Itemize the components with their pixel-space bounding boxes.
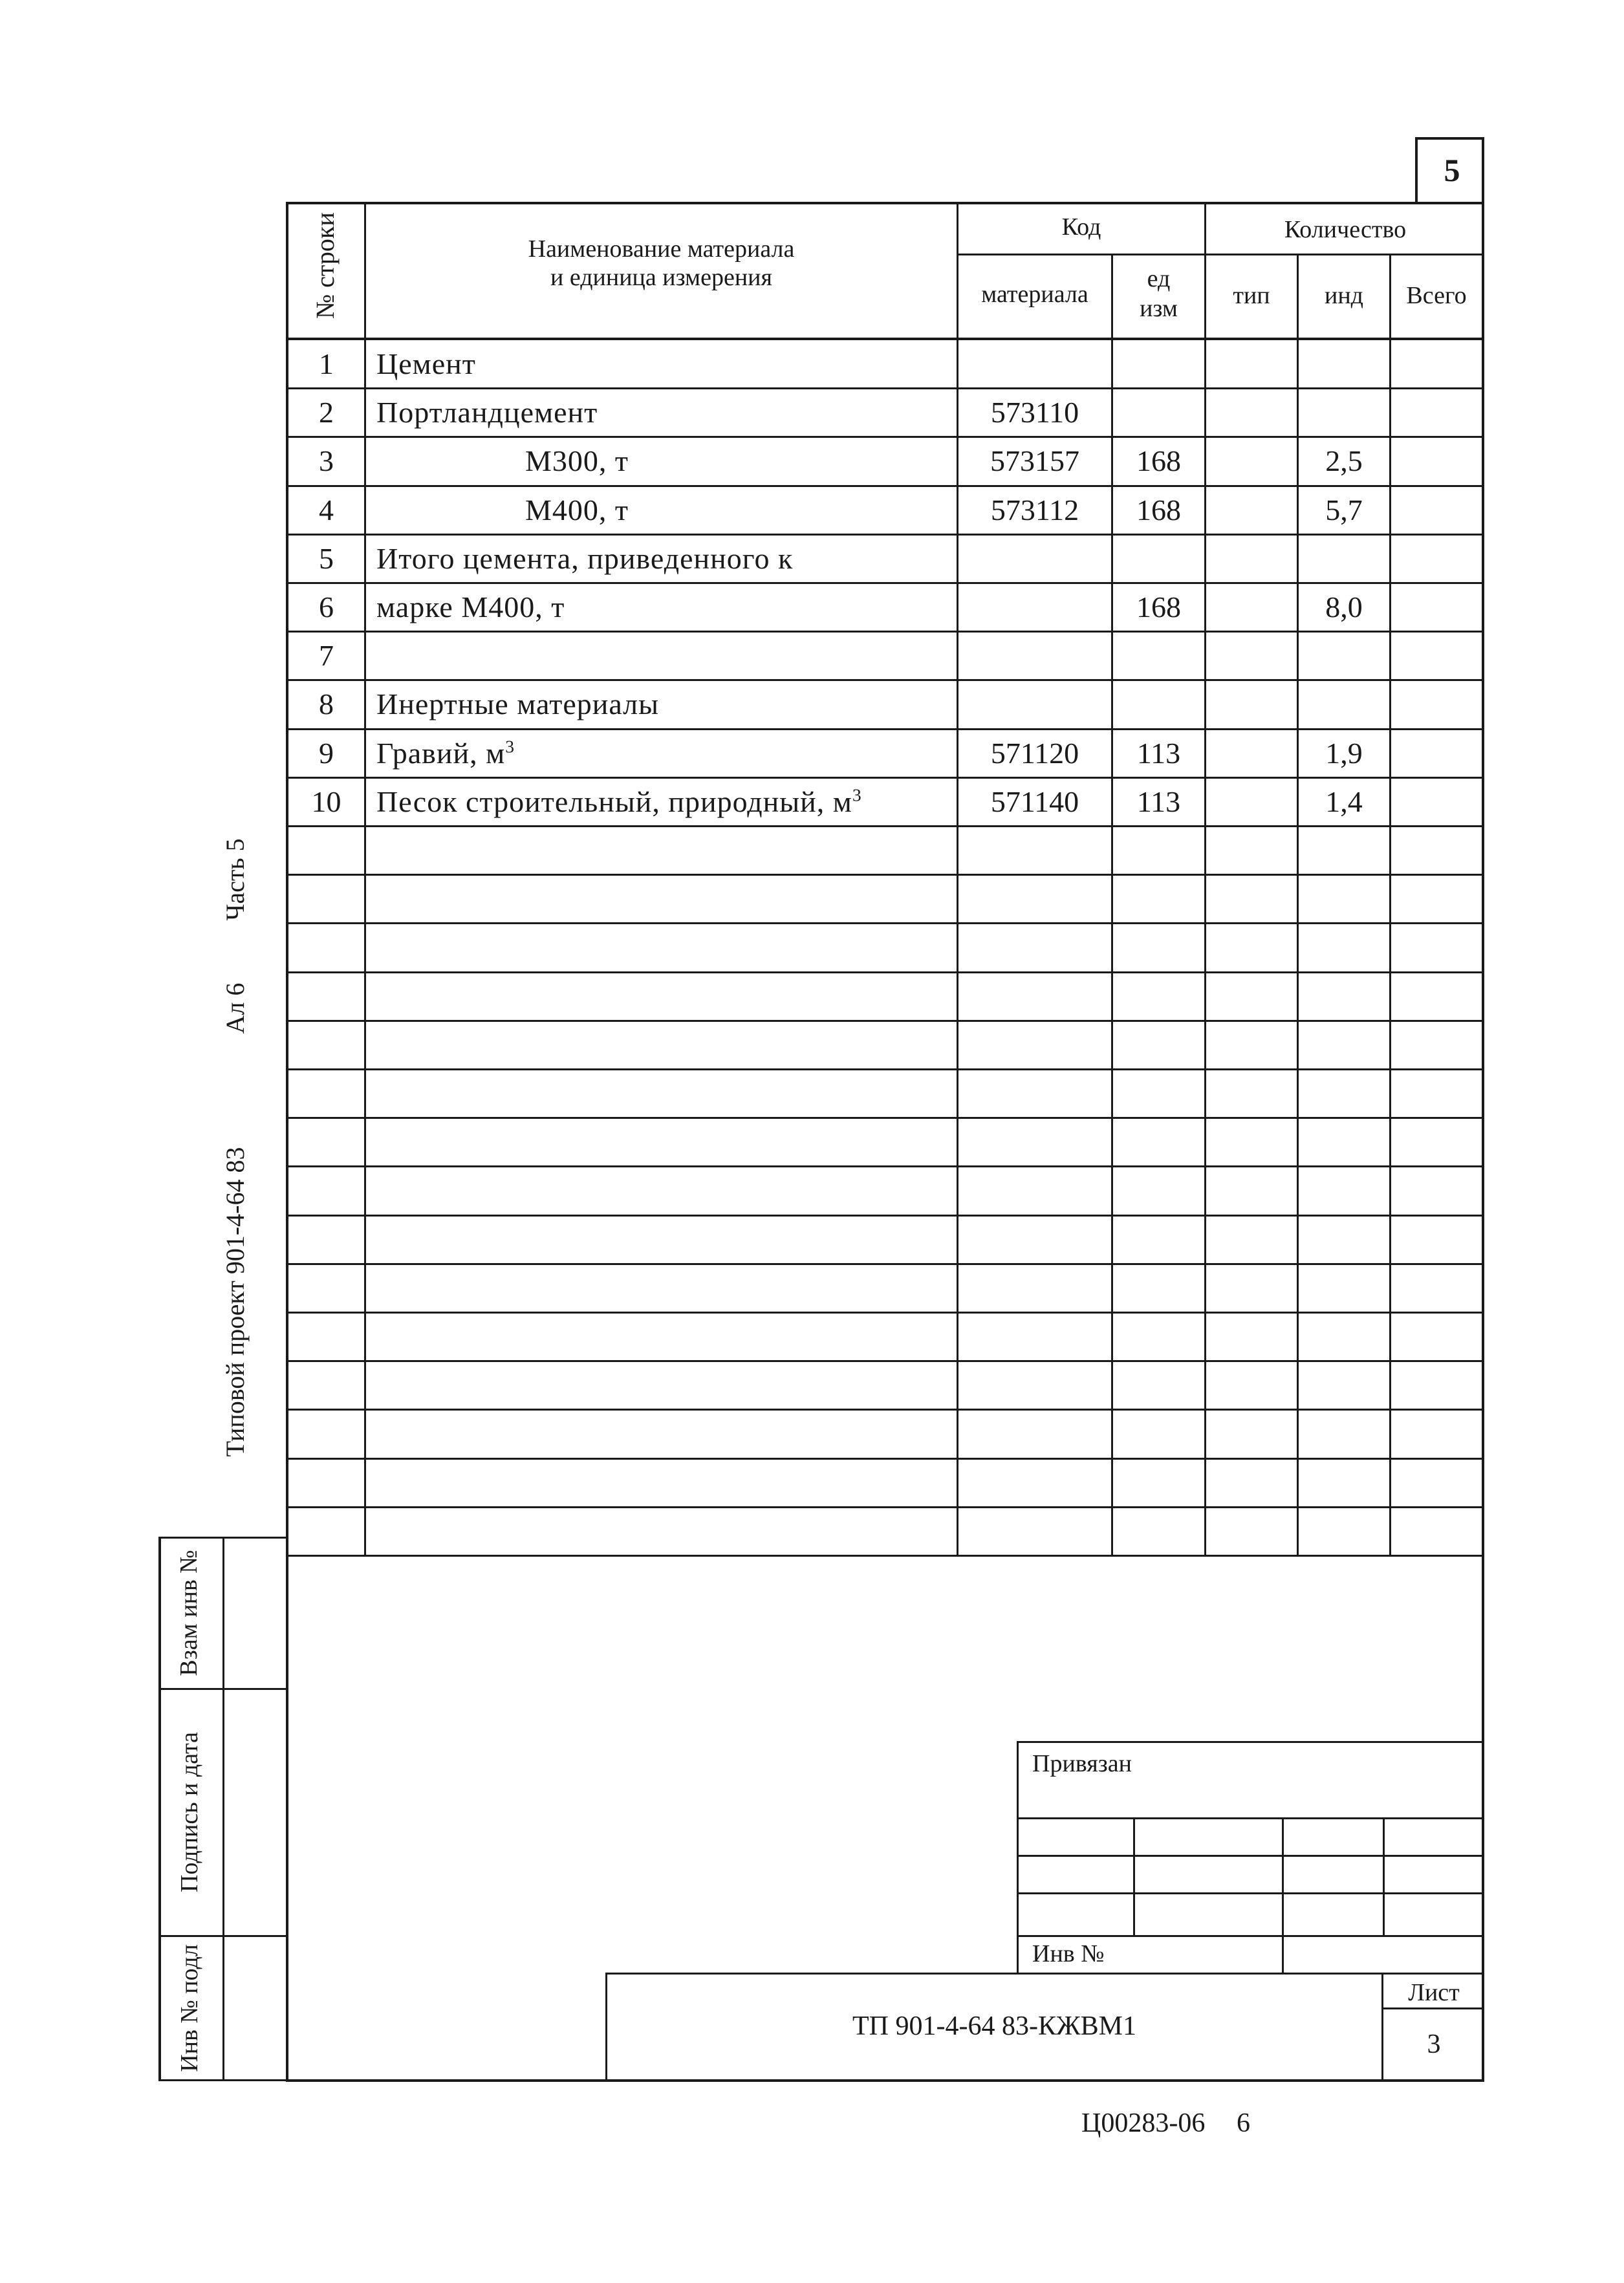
header-quantity: Количество xyxy=(1284,216,1407,243)
row-name: Песок строительный, природный, $м^3$ xyxy=(376,784,862,818)
header-qty-ind: инд xyxy=(1324,282,1363,309)
row-name: М400, т xyxy=(525,493,629,526)
row-number: 1 xyxy=(319,347,334,380)
title-inv-no: Инв № xyxy=(1032,1940,1105,1967)
header-qty-total: Всего xyxy=(1406,282,1467,309)
title-sheet-number: 3 xyxy=(1427,2029,1441,2059)
header-name-line1: Наименование материала xyxy=(528,235,795,263)
header-code-unit-1: ед xyxy=(1147,265,1171,292)
title-sheet-label: Лист xyxy=(1408,1979,1460,2006)
header-code-unit-2: изм xyxy=(1140,295,1178,322)
row-number: 8 xyxy=(319,687,334,720)
row-number: 6 xyxy=(319,590,334,623)
header-name-line2: и единица измерения xyxy=(550,264,772,291)
row-unit-code: 113 xyxy=(1136,785,1181,818)
stamp-vzam-inv: Взам инв № xyxy=(175,1550,202,1676)
row-name: Инертные материалы xyxy=(376,687,660,720)
row-name: Гравий, $м^3$ xyxy=(376,736,515,770)
row-name: марке М400, т xyxy=(376,590,565,623)
row-number: 10 xyxy=(311,785,341,818)
header-row-no: № строки xyxy=(310,212,340,319)
row-qty-ind: 8,0 xyxy=(1325,590,1363,623)
stamp-podpis-data: Подпись и дата xyxy=(176,1731,203,1893)
header-code-material: материала xyxy=(981,281,1088,308)
header-qty-type: тип xyxy=(1233,282,1270,309)
row-number: 7 xyxy=(319,639,334,672)
row-qty-ind: 2,5 xyxy=(1325,444,1363,477)
row-material-code: 573157 xyxy=(990,444,1079,477)
side-project: Типовой проект 901-4-64 83 xyxy=(221,1147,250,1457)
row-number: 3 xyxy=(319,444,334,477)
row-material-code: 571140 xyxy=(990,785,1079,818)
row-unit-code: 113 xyxy=(1136,737,1181,770)
header-code: Код xyxy=(1061,213,1101,241)
side-album: Ал 6 xyxy=(221,982,250,1034)
footer-order-code: Ц00283-06 xyxy=(1081,2108,1206,2138)
row-unit-code: 168 xyxy=(1136,590,1181,623)
unit-superscript: 3 xyxy=(852,784,862,805)
row-unit-code: 168 xyxy=(1136,444,1181,477)
row-name: Цемент xyxy=(376,347,476,380)
page-number: 5 xyxy=(1444,152,1460,188)
row-material-code: 573110 xyxy=(990,396,1079,429)
unit-superscript: 3 xyxy=(505,736,515,757)
row-name: Портландцемент xyxy=(376,396,598,429)
row-qty-ind: 1,9 xyxy=(1325,737,1363,770)
footer-number: 6 xyxy=(1237,2108,1250,2138)
row-name: М300, т xyxy=(525,444,629,477)
row-qty-ind: 5,7 xyxy=(1325,493,1363,526)
row-unit-code: 168 xyxy=(1136,493,1181,526)
stamp-inv-podl: Инв № подл xyxy=(176,1944,203,2072)
row-number: 9 xyxy=(319,737,334,770)
title-privyazan: Привязан xyxy=(1032,1750,1132,1777)
row-material-code: 571120 xyxy=(990,737,1079,770)
row-number: 4 xyxy=(319,493,334,526)
row-number: 2 xyxy=(319,396,334,429)
row-number: 5 xyxy=(319,542,334,575)
row-name: Итого цемента, приведенного к xyxy=(376,542,794,575)
row-qty-ind: 1,4 xyxy=(1325,785,1363,818)
row-material-code: 573112 xyxy=(990,493,1079,526)
title-doc-code: ТП 901-4-64 83-КЖВМ1 xyxy=(852,2011,1136,2041)
side-part: Часть 5 xyxy=(221,838,250,921)
